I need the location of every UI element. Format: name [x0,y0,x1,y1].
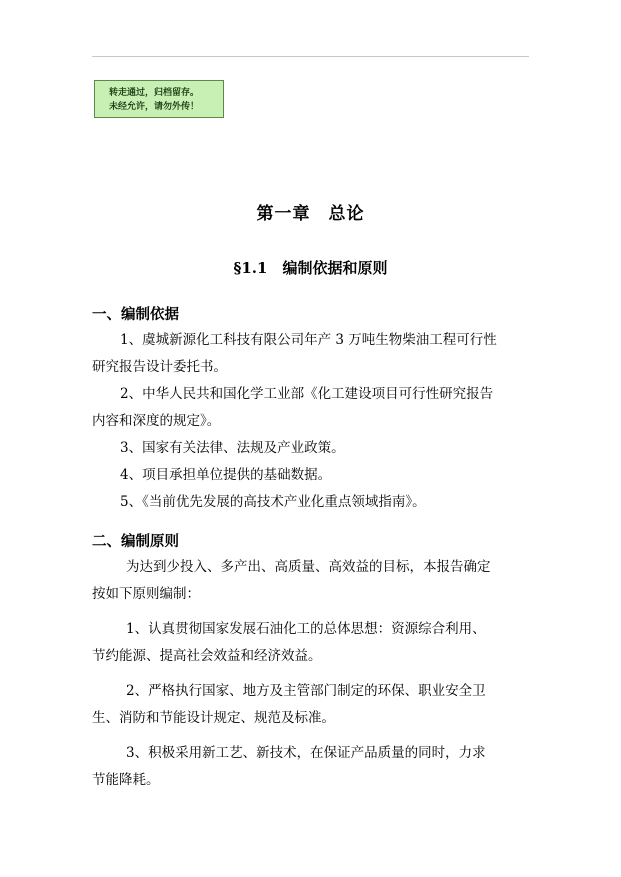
stamp-line-1: 转走通过，归档留存。 [109,88,200,98]
paragraph-line: 5、《当前优先发展的高技术产业化重点领域指南》。 [120,494,426,510]
chapter-title: 第一章 总论 [256,204,365,224]
part2-heading: 二、编制原则 [92,533,179,550]
paragraph-line: 节能降耗。 [92,772,160,788]
paragraph-line: 2、严格执行国家、地方及主管部门制定的环保、职业安全卫 [126,683,486,699]
paragraph-line: 研究报告设计委托书。 [92,359,227,375]
paragraph-line: 节约能源、提高社会效益和经济效益。 [92,648,322,664]
paragraph-line: 3、国家有关法律、法规及产业政策。 [120,440,345,456]
part1-heading: 一、编制依据 [92,306,179,323]
paragraph-line: 1、认真贯彻国家发展石油化工的总体思想：资源综合利用、 [126,621,486,637]
section-title: §1.1 编制依据和原则 [233,259,388,277]
paragraph-line: 3、积极采用新工艺、新技术，在保证产品质量的同时，力求 [126,745,486,761]
stamp-line-2: 未经允许，请勿外传！ [109,102,200,112]
paragraph-line: 2、中华人民共和国化学工业部《化工建设项目可行性研究报告 [120,386,494,402]
paragraph-line: 按如下原则编制： [92,586,200,602]
header-rule [92,56,529,57]
part2-body [92,554,532,794]
notice-stamp [94,80,224,118]
paragraph-line: 生、消防和节能设计规定、规范及标准。 [92,710,335,726]
paragraph-line: 1、虞城新源化工科技有限公司年产 3 万吨生物柴油工程可行性 [120,332,497,348]
paragraph-line: 为达到少投入、多产出、高质量、高效益的目标，本报告确定 [126,559,491,575]
paragraph-line: 4、项目承担单位提供的基础数据。 [120,467,332,483]
part1-body [92,327,532,516]
paragraph-line: 内容和深度的规定》。 [92,413,221,429]
